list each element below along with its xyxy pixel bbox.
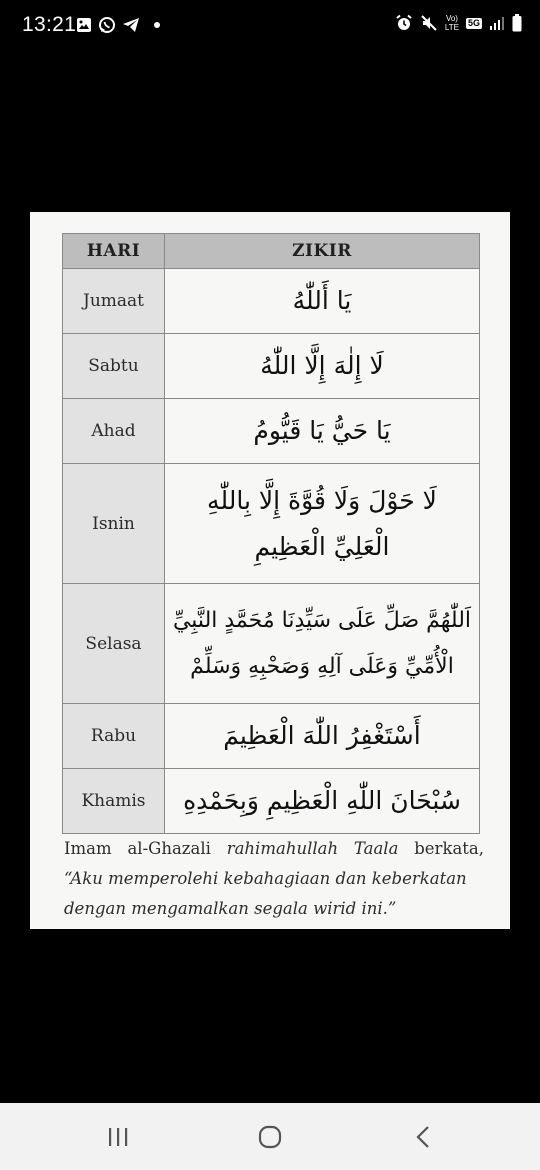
day-cell: Sabtu <box>63 334 165 399</box>
day-cell: Jumaat <box>63 269 165 334</box>
day-cell: Isnin <box>63 464 165 584</box>
day-cell: Selasa <box>63 584 165 704</box>
zikir-cell <box>165 769 480 834</box>
day-cell: Rabu <box>63 704 165 769</box>
caption-word-italic: Taala <box>353 839 399 858</box>
caption <box>64 834 484 924</box>
recent-apps-button[interactable] <box>98 1119 138 1155</box>
table-row <box>63 269 480 334</box>
zikir-text-line-2: الْعَلِيِّ الْعَظِيمِ <box>254 531 390 561</box>
zikir-text: أَسْتَغْفِرُ اللّٰهَ الْعَظِيمَ <box>223 721 421 750</box>
mute-icon <box>420 14 438 32</box>
zikir-text: يَا حَيُّ يَا قَيُّومُ <box>253 416 391 445</box>
zikir-text: سُبْحَانَ اللّٰهِ الْعَظِيمِ وَبِحَمْدِهِ <box>183 786 461 815</box>
table-header-row <box>63 234 480 269</box>
volte-badge <box>445 14 459 32</box>
telegram-icon <box>122 17 140 33</box>
caption-line-1 <box>64 834 484 864</box>
zikir-table <box>62 233 480 834</box>
back-button[interactable] <box>403 1119 443 1155</box>
table-row <box>63 584 480 704</box>
home-icon <box>258 1125 282 1149</box>
recent-apps-icon <box>107 1127 129 1147</box>
notification-dot <box>154 22 160 28</box>
table-row <box>63 334 480 399</box>
zikir-text: لَا إِلٰهَ إِلَّا اللّٰهُ <box>260 351 384 380</box>
navigation-bar <box>0 1103 540 1170</box>
system-icons <box>395 14 522 32</box>
zikir-cell <box>165 399 480 464</box>
zikir-cell <box>165 464 480 584</box>
back-icon <box>415 1125 431 1149</box>
alarm-icon <box>395 14 413 32</box>
document-image <box>30 212 510 929</box>
zikir-text-line-1: اَللّٰهُمَّ صَلِّ عَلَى سَيِّدِنَا مُحَمَّدٍ النَّبِيِّ <box>172 607 472 633</box>
battery-icon <box>512 14 522 32</box>
caption-quote: dengan mengamalkan segala wirid ini.” <box>64 899 397 918</box>
caption-word: al-Ghazali <box>127 839 211 858</box>
zikir-text-line-1: لَا حَوْلَ وَلَا قُوَّةَ إِلَّا بِاللّٰهِ <box>207 485 437 515</box>
header-hari: HARI <box>63 234 165 269</box>
day-cell: Ahad <box>63 399 165 464</box>
volte-label: Vo) <box>445 14 458 23</box>
zikir-cell <box>165 584 480 704</box>
table-row <box>63 399 480 464</box>
caption-line-2 <box>64 864 484 894</box>
caption-word-italic: rahimahullah <box>226 839 339 858</box>
caption-line-3 <box>64 894 484 924</box>
table-row <box>63 769 480 834</box>
signal-icon <box>489 16 505 30</box>
caption-word: Imam <box>64 839 112 858</box>
table-row <box>63 704 480 769</box>
table-row <box>63 464 480 584</box>
5g-badge: 5G <box>467 17 480 28</box>
zikir-cell <box>165 269 480 334</box>
zikir-cell <box>165 334 480 399</box>
home-button[interactable] <box>250 1119 290 1155</box>
clock: 13:21 <box>22 13 77 36</box>
zikir-cell <box>165 704 480 769</box>
zikir-text: يَا أَللّٰهُ <box>292 286 352 315</box>
notification-icons <box>76 16 160 34</box>
whatsapp-icon <box>98 16 116 34</box>
zikir-text-line-2: الْأُمِّيِّ وَعَلَى آلِهِ وَصَحْبِهِ وَسَلِّمْ <box>190 653 454 679</box>
status-bar <box>0 0 540 54</box>
header-zikir: ZIKIR <box>165 234 480 269</box>
caption-quote: “Aku memperolehi kebahagiaan dan keberkatan <box>64 869 467 888</box>
day-cell: Khamis <box>63 769 165 834</box>
lte-label: LTE <box>444 23 459 32</box>
gallery-icon <box>76 17 92 33</box>
caption-word: berkata, <box>414 839 484 858</box>
